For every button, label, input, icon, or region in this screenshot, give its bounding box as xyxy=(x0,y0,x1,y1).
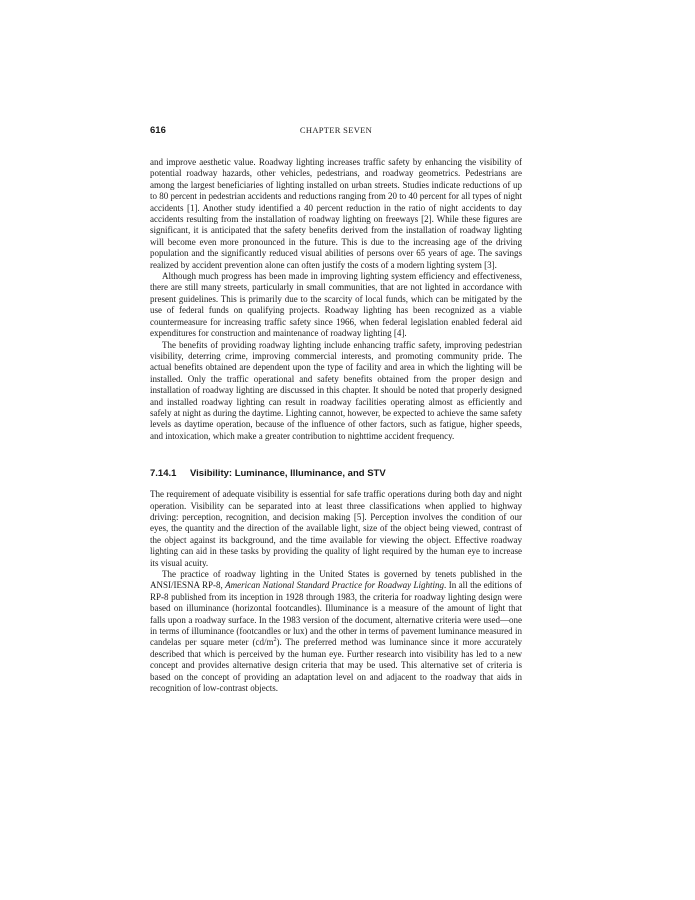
standard-title: American National Standard Practice for Roadway Lighting xyxy=(225,580,445,591)
text-run: The practice of roadway lighting in the United States is governed by tenets published in the ANSI/IESNA RP-8, xyxy=(150,569,522,591)
section-title: Visibility: Luminance, Illuminance, and STV xyxy=(190,468,386,480)
text-run: ). The preferred method was luminance since it more accurately described that which is perceived by the human eye. Further research into visibility has led to a new concept and provides alternative design criteria that may be used. This alternative set of criteria is based on the concept of providing an adaptation level on and adjacent to the roadway that aids in recognition of low-contrast objects. xyxy=(150,637,522,694)
chapter-title: CHAPTER SEVEN xyxy=(299,125,373,135)
section-text xyxy=(150,489,522,694)
page-number: 616 xyxy=(150,125,166,136)
paragraph xyxy=(150,569,522,694)
paragraph: and improve aesthetic value. Roadway lighting increases traffic safety by enhancing the visibility of potential roadway hazards, other vehicles, pedestrians, and roadway geometrics. Pedestrians are among the largest beneficiaries of lighting installed on urban streets. Studies indicate reductions of up to 80 percent in pedestrian accidents and reductions ranging from 20 to 40 percent for all types of night accidents [1]. Another study identified a 40 percent reduction in the ratio of night accidents to day accidents resulting from the installation of roadway lighting on freeways [2]. While these figures are significant, it is anticipated that the safety benefits derived from the installation of roadway lighting will become even more pronounced in the future. This is due to the increasing age of the driving population and the significantly reduced visual abilities of persons over 65 years of age. The savings realized by accident prevention alone can often justify the costs of a modern lighting system [3]. xyxy=(150,157,522,270)
section-heading xyxy=(150,468,522,479)
superscript: 2 xyxy=(273,637,277,644)
running-head xyxy=(150,125,522,139)
section-number: 7.14.1 xyxy=(150,468,177,480)
paragraph: The requirement of adequate visibility is essential for safe traffic operations during both day and night operation. Visibility can be separated into at least three classifications when applied to highway driving: perception, recognition, and decision making [5]. Perception involves the condition of our eyes, the quantity and the direction of the available light, size of the object being viewed, contrast of the object against its background, and the time available for viewing the object. Effective roadway lighting can aid in these tasks by providing the quality of light required by the human eye to increase its visual acuity. xyxy=(150,489,522,568)
text-run: . In all the editions of RP-8 published from its inception in 1928 through 1983, the criteria for roadway lighting design were based on illuminance (horizontal footcandles). Illuminance is a measure of the amount of light that falls upon a roadway surface. In the 1983 version of the document, alternative criteria were used—one in terms of illuminance (footcandles or lux) and the other in terms of pavement luminance measured in candelas per square meter (cd/m xyxy=(150,580,523,648)
paragraph: The benefits of providing roadway lighting include enhancing traffic safety, improving pedestrian visibility, deterring crime, improving commercial interests, and promoting community pride. The actual benefits obtained are dependent upon the type of facility and area in which the lighting will be installed. Only the traffic operational and safety benefits obtained from the proper design and installation of roadway lighting are discussed in this chapter. It should be noted that properly designed and installed roadway lighting can result in roadway facilities operating almost as efficiently and safely at night as during the daytime. Lighting cannot, however, be expected to achieve the same safety levels as daytime operation, because of the influence of other factors, such as fatigue, higher speeds, and intoxication, which make a greater contribution to nighttime accident frequency. xyxy=(150,339,522,441)
book-page xyxy=(150,125,522,694)
intro-text xyxy=(150,157,522,442)
paragraph: Although much progress has been made in improving lighting system efficiency and effectiveness, there are still many streets, particularly in small communities, that are not lighted in accordance with present guidelines. This is primarily due to the scarcity of local funds, which can be mitigated by the use of federal funds on qualifying projects. Roadway lighting has been recognized as a viable countermeasure for increasing traffic safety since 1966, when federal legislation enabled federal aid expenditures for construction and maintenance of roadway lighting [4]. xyxy=(150,271,522,339)
